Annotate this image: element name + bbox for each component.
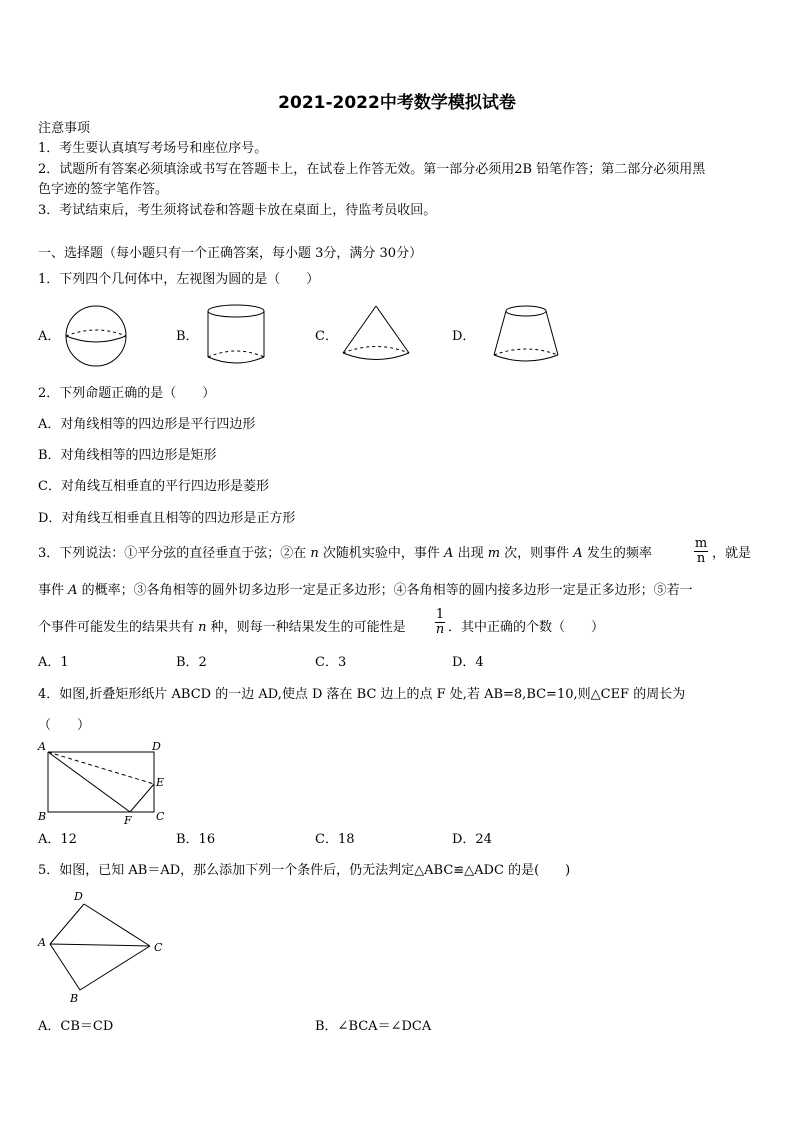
question-3-line-1-end: ，就是 xyxy=(712,546,752,561)
label-a: A xyxy=(38,740,46,753)
question-3-line-3-end: ．其中正确的个数（ ） xyxy=(448,620,605,635)
notice-item: 3．考试结束后，考生须将试卷和答题卡放在桌面上，待监考员收回。 xyxy=(38,203,437,218)
label-c: C xyxy=(156,810,165,823)
question-4-paren: （ ） xyxy=(38,718,91,733)
label-b: B xyxy=(70,992,79,1005)
q5-option-a: A．CB＝CD xyxy=(38,1019,114,1034)
q4-option-b: B．16 xyxy=(176,832,216,847)
q4-option-a: A．12 xyxy=(38,832,77,847)
question-1-stem: 1．下列四个几何体中，左视图为圆的是（ ） xyxy=(38,272,320,287)
question-3-line-1: 3．下列说法：①平分弦的直径垂直于弦；②在 n 次随机实验中，事件 A 出现 m 次，则事件 A 发生的频率 xyxy=(38,546,652,561)
rectangle-fold-diagram xyxy=(36,738,166,826)
question-4-stem: 4．如图,折叠矩形纸片 ABCD 的一边 AD,使点 D 落在 BC 边上的点 F 处,若 AB=8,BC=10,则△CEF 的周长为 xyxy=(38,687,686,702)
label-f: F xyxy=(124,814,132,827)
label-d: D xyxy=(74,890,83,903)
q3-option-b: B．2 xyxy=(176,655,207,670)
frustum-icon xyxy=(492,303,560,367)
q5-option-b: B．∠BCA＝∠DCA xyxy=(315,1019,432,1034)
q2-option-c: C．对角线互相垂直的平行四边形是菱形 xyxy=(38,479,269,494)
q2-option-d: D．对角线互相垂直且相等的四边形是正方形 xyxy=(38,511,296,526)
notice-heading: 注意事项 xyxy=(38,121,91,136)
q3-option-c: C．3 xyxy=(315,655,347,670)
notice-item: 2．试题所有答案必须填涂或书写在答题卡上，在试卷上作答无效。第一部分必须用2B 铅笔作答；第二部分必须用黑 xyxy=(38,162,706,177)
question-5-stem: 5．如图，已知 AB＝AD，那么添加下列一个条件后，仍无法判定△ABC≌△ADC 的是( ) xyxy=(38,863,571,878)
question-2-stem: 2．下列命题正确的是（ ） xyxy=(38,386,216,401)
q3-option-d: D．4 xyxy=(452,655,484,670)
question-3-line-2: 事件 A 的概率；③各角相等的圆外切多边形一定是正多边形；④各角相等的圆内接多边形一定是正多边形；⑤若一 xyxy=(38,583,693,598)
q4-option-d: D．24 xyxy=(452,832,492,847)
section-heading: 一、选择题（每小题只有一个正确答案，每小题 3分，满分 30分） xyxy=(38,246,423,261)
label-c: C xyxy=(154,941,163,954)
label-a: A xyxy=(38,936,46,949)
question-3-line-3: 个事件可能发生的结果共有 n 种，则每一种结果发生的可能性是 xyxy=(38,620,406,635)
q4-option-c: C．18 xyxy=(315,832,355,847)
page-title: 2021-2022中考数学模拟试卷 xyxy=(278,93,516,113)
label-b: B xyxy=(38,810,47,823)
fraction-1-over-n: 1 n xyxy=(435,607,445,637)
fraction-m-over-n: m n xyxy=(694,536,708,566)
q1-option-b: B． xyxy=(176,329,199,344)
q3-option-a: A．1 xyxy=(38,655,69,670)
q1-option-d: D． xyxy=(452,329,476,344)
notice-item: 色字迹的签字笔作答。 xyxy=(38,182,169,197)
kite-diagram xyxy=(36,886,176,1006)
q2-option-b: B．对角线相等的四边形是矩形 xyxy=(38,448,217,463)
sphere-icon xyxy=(64,304,128,368)
cylinder-icon xyxy=(206,303,266,365)
q1-option-c: C． xyxy=(315,329,338,344)
notice-item: 1．考生要认真填写考场号和座位序号。 xyxy=(38,141,268,156)
label-d: D xyxy=(152,740,161,753)
q2-option-a: A．对角线相等的四边形是平行四边形 xyxy=(38,417,256,432)
label-e: E xyxy=(156,776,165,789)
q1-option-a: A． xyxy=(38,329,61,344)
cone-icon xyxy=(341,304,411,366)
